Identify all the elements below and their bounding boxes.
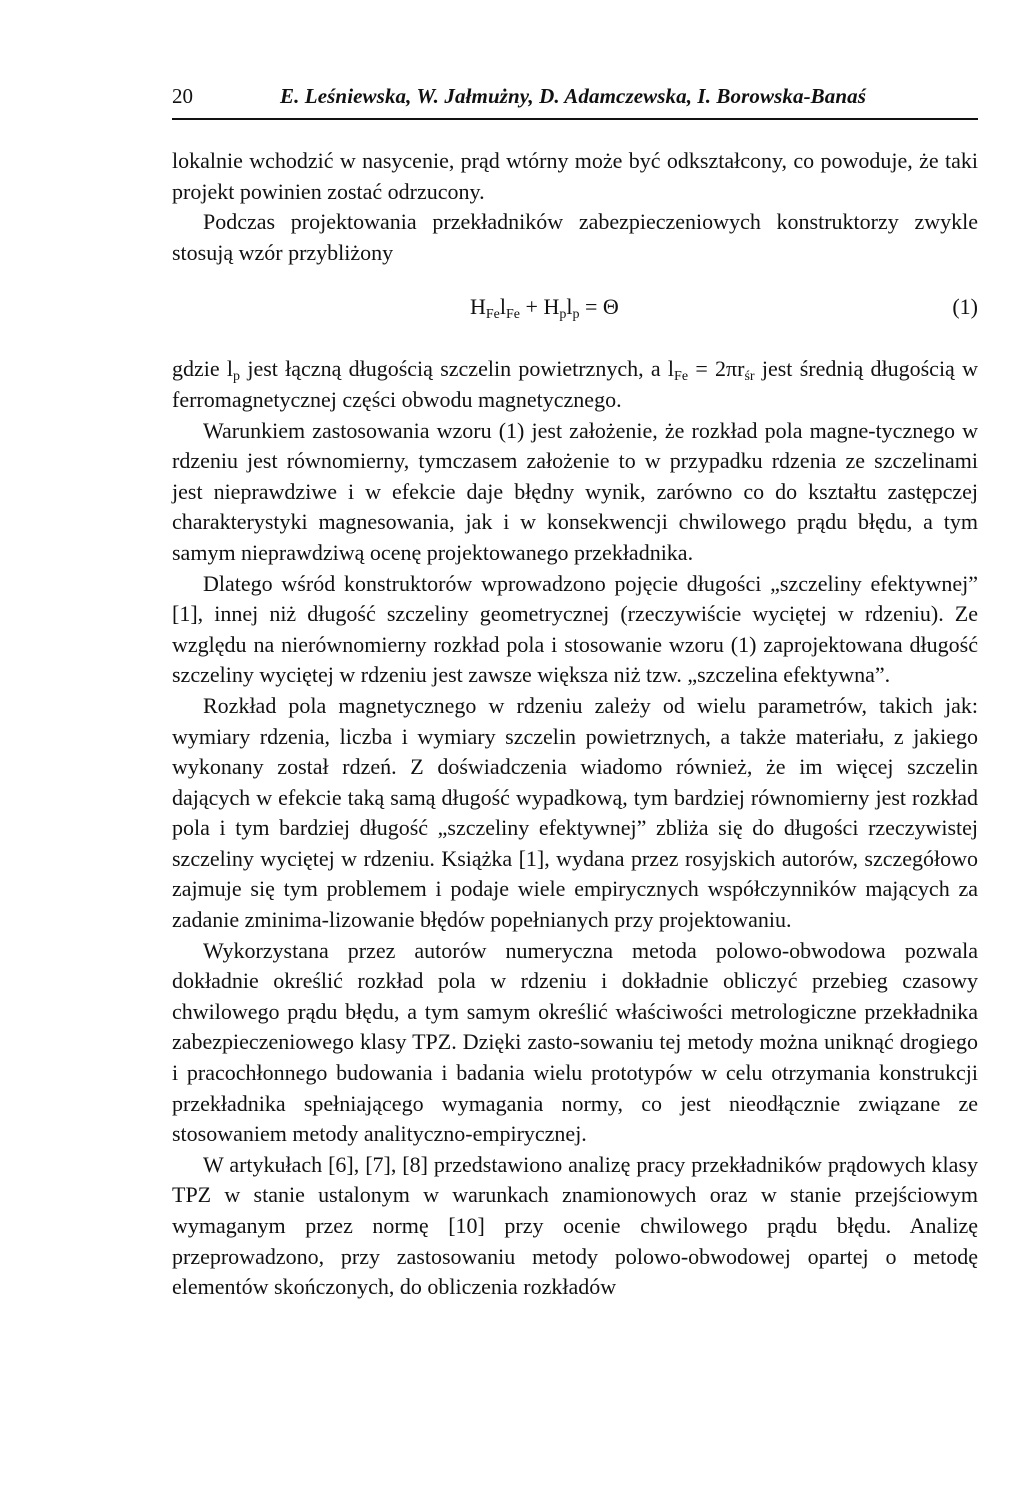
paragraph-8: W artykułach [6], [7], [8] przedstawiono analizę pracy przekładników prądowych klasy TPZ w stanie ustalonym w warunkach znamionowych oraz w stanie przejściowym wymaganym przez normę [10] przy ocenie chwilowego prądu błędu. Analizę przeprowadzono, przy zastosowaniu metody polowo-obwodowej opartej o metodę elementów skończonych, do obliczenia rozkładów xyxy=(172,1151,978,1300)
eq-sub-p1: p xyxy=(559,307,567,323)
header-authors: E. Leśniewska, W. Jałmużny, D. Adamczewska, I. Borowska-Banaś xyxy=(280,84,867,108)
paragraph-7: Wykorzystana przez autorów numeryczna metoda polowo-obwodowa pozwala dokładnie określić rozkład pola w rdzeniu i dokładnie obliczyć przebieg czasowy chwilowego prądu błędu, a tym samym określić właściwości metrologiczne przekładnika zabezpieczeniowego klasy TPZ. Dzięki zasto-sowaniu tej metody można uniknąć drogiego i pracochłonnego budowania i badania wielu prototypów w celu otrzymania konstrukcji przekładnika spełniającego wymagania normy, co jest nieodłącznie związane ze stosowaniem metody analityczno-empirycznej. xyxy=(172,937,978,1147)
p3-text-3: = 2πr xyxy=(688,356,745,382)
eq-plus: + xyxy=(520,294,544,320)
equation-number: (1) xyxy=(952,294,978,320)
paragraph-4: Warunkiem zastosowania wzoru (1) jest założenie, że rozkład pola magne-tycznego w rdzeniu jest równomierny, tymczasem założenie to w przypadku rdzenia ze szczelinami jest nieprawdziwe i w efekcie daje błędny wynik, zarówno co do kształtu zastępczej charakterystyki magnesowania, jak i w konsekwencji chwilowego prądu błędu, a tym samym nieprawdziwą ocenę projektowanego przekładnika. xyxy=(172,417,978,565)
eq-sub-p2: p xyxy=(572,307,580,323)
p3-sub-fe: Fe xyxy=(674,369,689,385)
running-header xyxy=(172,78,978,114)
p3-sub-p: p xyxy=(233,369,241,385)
paragraph-5: Dlatego wśród konstruktorów wprowadzono pojęcie długości „szczeliny efektywnej” [1], innej niż długość szczeliny geometrycznej (rzeczywiście wyciętej w rdzeniu). Ze względu na nierównomierny rozkład pola i stosowanie wzoru (1) zaprojektowana długość szczeliny wyciętej w rdzeniu jest zawsze większa niż tzw. „szczelina efektywna”. xyxy=(172,570,978,688)
eq-equals-theta: = Θ xyxy=(579,294,619,320)
paragraph-3 xyxy=(172,354,978,415)
eq-l-p: l xyxy=(566,294,573,320)
p3-text-2: jest łączną długością szczelin powietrznych, a l xyxy=(240,356,675,382)
header-rule xyxy=(172,118,978,120)
p3-text-1: gdzie l xyxy=(172,356,234,382)
body-text xyxy=(172,146,978,1303)
paragraph-6: Rozkład pola magnetycznego w rdzeniu zależy od wielu parametrów, takich jak: wymiary rdzenia, liczba i wymiary szczelin powietrznych, a także materiału, z jakiego wykonany został rdzeń. Z doświadczenia wiadomo również, że im więcej szczelin dających w efekcie taką samą długość wypadkową, tym bardziej równomierny jest rozkład pola i tym bardziej długość „szczeliny efektywnej” zbliża się do długości rzeczywistej szczeliny wyciętej w rdzeniu. Książka [1], wydana przez rosyjskich autorów, szczegółowo zajmuje się tym problemem i podaje wiele empirycznych współczynników mających za zadanie zminima-lizowanie błędów popełnianych przy projektowaniu. xyxy=(172,692,978,933)
eq-sub-fe1: Fe xyxy=(485,307,500,323)
eq-h-fe: H xyxy=(470,294,486,320)
eq-sub-fe2: Fe xyxy=(506,307,521,323)
p3-sub-sr: śr xyxy=(744,369,755,385)
eq-h-p: H xyxy=(543,294,560,320)
page-number: 20 xyxy=(172,84,193,108)
paragraph-1: lokalnie wchodzić w nasycenie, prąd wtórny może być odkształcony, co powoduje, że taki projekt powinien zostać odrzucony. xyxy=(172,148,978,204)
equation-body xyxy=(470,292,619,323)
equation-1 xyxy=(172,288,978,338)
eq-l-fe: l xyxy=(499,294,507,320)
p3-text-4: jest średnią długością w ferromagnetycznej części obwodu magnetycznego. xyxy=(172,356,978,412)
paragraph-2: Podczas projektowania przekładników zabezpieczeniowych konstruktorzy zwykle stosują wzór przybliżony xyxy=(172,209,978,265)
